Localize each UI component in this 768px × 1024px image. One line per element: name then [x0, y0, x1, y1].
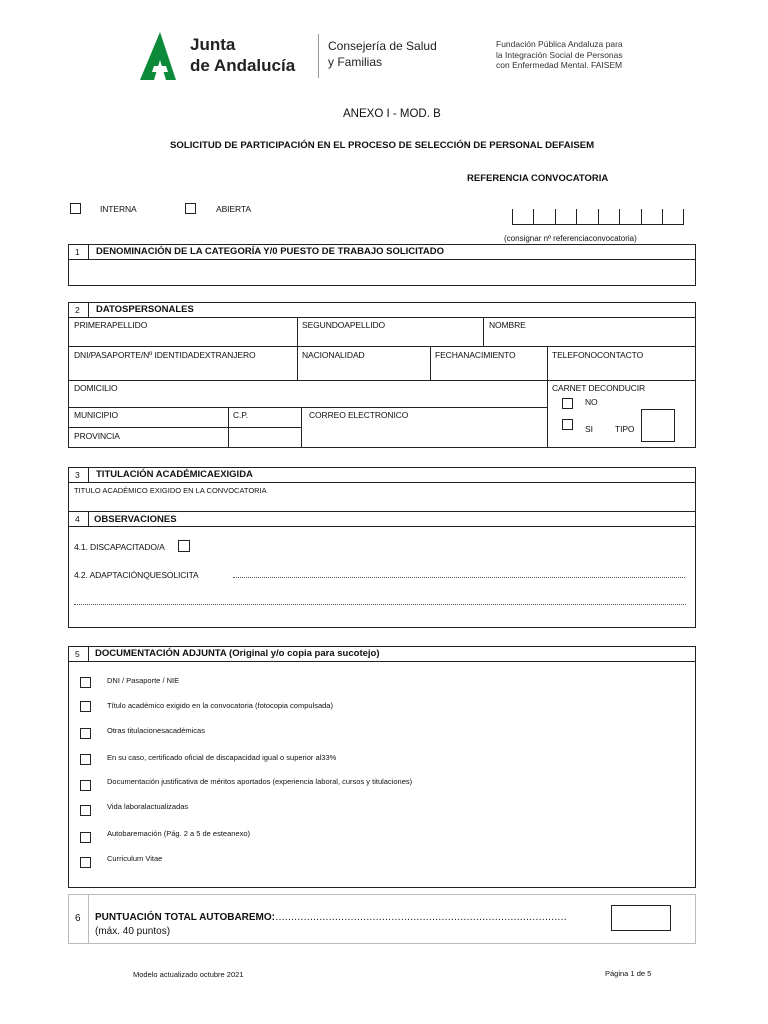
discapacitado-label: 4.1. DISCAPACITADO/A: [74, 542, 165, 552]
referencia-code-field[interactable]: [512, 209, 684, 225]
domicilio-label: DOMICILIO: [74, 383, 118, 393]
segundo-apellido-label: SEGUNDOAPELLIDO: [302, 320, 386, 330]
doc-checkbox-titulo[interactable]: [80, 701, 91, 712]
doc-item-titulo: Título académico exigido en la convocatoria (fotocopia compulsada): [107, 701, 333, 710]
doc-item-vida-laboral: Vida laboralactualizadas: [107, 802, 189, 811]
carnet-no-checkbox[interactable]: [562, 398, 573, 409]
header: [120, 18, 640, 98]
titulacion-input[interactable]: [69, 496, 695, 510]
carnet-label: CARNET DECONDUCIR: [552, 383, 646, 393]
logo-line1: Junta: [190, 35, 236, 54]
municipio-label: MUNICIPIO: [74, 410, 118, 420]
consejeria-line2: y Familias: [328, 55, 383, 69]
adaptacion-line-2[interactable]: [74, 604, 686, 605]
logo-line2: de Andalucía: [190, 56, 296, 75]
section2-number: 2: [75, 305, 80, 315]
fundacion-line3: con Enfermedad Mental. FAISEM: [496, 60, 623, 70]
provincia-label: PROVINCIA: [74, 431, 120, 441]
doc-item-cv: Curriculum Vitae: [107, 854, 163, 863]
doc-checkbox-dni[interactable]: [80, 677, 91, 688]
section3-title: TITULACIÓN ACADÉMICAEXIGIDA: [96, 469, 253, 480]
discapacitado-checkbox[interactable]: [178, 540, 190, 552]
section6-number: 6: [75, 913, 81, 924]
doc-item-dni: DNI / Pasaporte / NIE: [107, 676, 180, 685]
abierta-checkbox[interactable]: [185, 203, 196, 214]
carnet-si-label: SI: [585, 424, 593, 434]
consejeria-line1: Consejería de Salud: [328, 39, 437, 53]
primer-apellido-label: PRIMERAPELLIDO: [74, 320, 148, 330]
section6-title: PUNTUACIÓN TOTAL AUTOBAREMO:: [95, 912, 275, 923]
cp-label: C.P.: [233, 410, 249, 420]
correo-label: CORREO ELECTRONICO: [309, 410, 409, 420]
carnet-si-checkbox[interactable]: [562, 419, 573, 430]
interna-checkbox[interactable]: [70, 203, 81, 214]
footer-page: Página 1 de 5: [605, 969, 652, 978]
section6-dots: …………………………………………………………………………………: [275, 912, 567, 923]
doc-item-otras: Otras titulacionesacadémicas: [107, 726, 205, 735]
consejeria-text: [328, 38, 437, 70]
referencia-label: REFERENCIA CONVOCATORIA: [467, 173, 609, 184]
fecha-nacimiento-label: FECHANACIMIENTO: [435, 350, 516, 360]
anexo-label: ANEXO I - MOD. B: [343, 108, 441, 120]
doc-item-meritos: Documentación justificativa de méritos aportados (experiencia laboral, cursos y titulaciones): [107, 777, 413, 786]
fundacion-line1: Fundación Pública Andaluza para: [496, 39, 623, 49]
adaptacion-line[interactable]: [233, 577, 685, 578]
section1-number: 1: [75, 247, 80, 257]
telefono-label: TELEFONOCONTACTO: [552, 350, 644, 360]
section2-title: DATOSPERSONALES: [96, 304, 194, 315]
doc-item-autobaremacion: Autobaremación (Pág. 2 a 5 de esteanexo): [107, 829, 251, 838]
section3-subtitle: TITULO ACADÉMICO EXIGIDO EN LA CONVOCATORIA: [74, 486, 267, 495]
footer-model: Modelo actualizado octubre 2021: [133, 970, 244, 979]
doc-checkbox-otras[interactable]: [80, 728, 91, 739]
doc-checkbox-vida-laboral[interactable]: [80, 805, 91, 816]
dni-label: DNI/PASAPORTE/Nº IDENTIDADEXTRANJERO: [74, 350, 256, 360]
nacionalidad-label: NACIONALIDAD: [302, 350, 365, 360]
header-divider: [318, 34, 319, 78]
doc-checkbox-cv[interactable]: [80, 857, 91, 868]
section6-max: (máx. 40 puntos): [95, 926, 171, 937]
section5-number: 5: [75, 649, 80, 659]
section5-title: DOCUMENTACIÓN ADJUNTA (Original y/o copia para sucotejo): [95, 648, 380, 659]
doc-item-discapacidad: En su caso, certificado oficial de discapacidad igual o superior al33%: [107, 753, 337, 762]
logo-text: [190, 34, 295, 76]
fundacion-text: [496, 39, 623, 71]
page-title: SOLICITUD DE PARTICIPACIÓN EN EL PROCESO DE SELECCIÓN DE PERSONAL DEFAISEM: [170, 140, 595, 151]
nombre-label: NOMBRE: [489, 320, 526, 330]
doc-checkbox-autobaremacion[interactable]: [80, 832, 91, 843]
doc-checkbox-discapacidad[interactable]: [80, 754, 91, 765]
consignar-note: (consignar nº referenciaconvocatoria): [504, 234, 637, 243]
carnet-no-label: NO: [585, 397, 598, 407]
junta-logo-icon: [138, 32, 178, 80]
puesto-input[interactable]: [69, 260, 695, 285]
section6-title-row: [95, 912, 566, 923]
adaptacion-label: 4.2. ADAPTACIÓNQUESOLICITA: [74, 570, 199, 580]
section3-number: 3: [75, 470, 80, 480]
tipo-label: TIPO: [615, 424, 635, 434]
doc-checkbox-meritos[interactable]: [80, 780, 91, 791]
section1-title: DENOMINACIÓN DE LA CATEGORÍA Y/0 PUESTO DE TRABAJO SOLICITADO: [96, 246, 445, 257]
abierta-label: ABIERTA: [216, 204, 251, 214]
tipo-input[interactable]: [641, 409, 675, 442]
fundacion-line2: la Integración Social de Personas: [496, 49, 623, 60]
section4-number: 4: [75, 514, 80, 524]
section4-title: OBSERVACIONES: [94, 514, 177, 525]
puntuacion-input[interactable]: [611, 905, 671, 931]
interna-label: INTERNA: [100, 204, 137, 214]
